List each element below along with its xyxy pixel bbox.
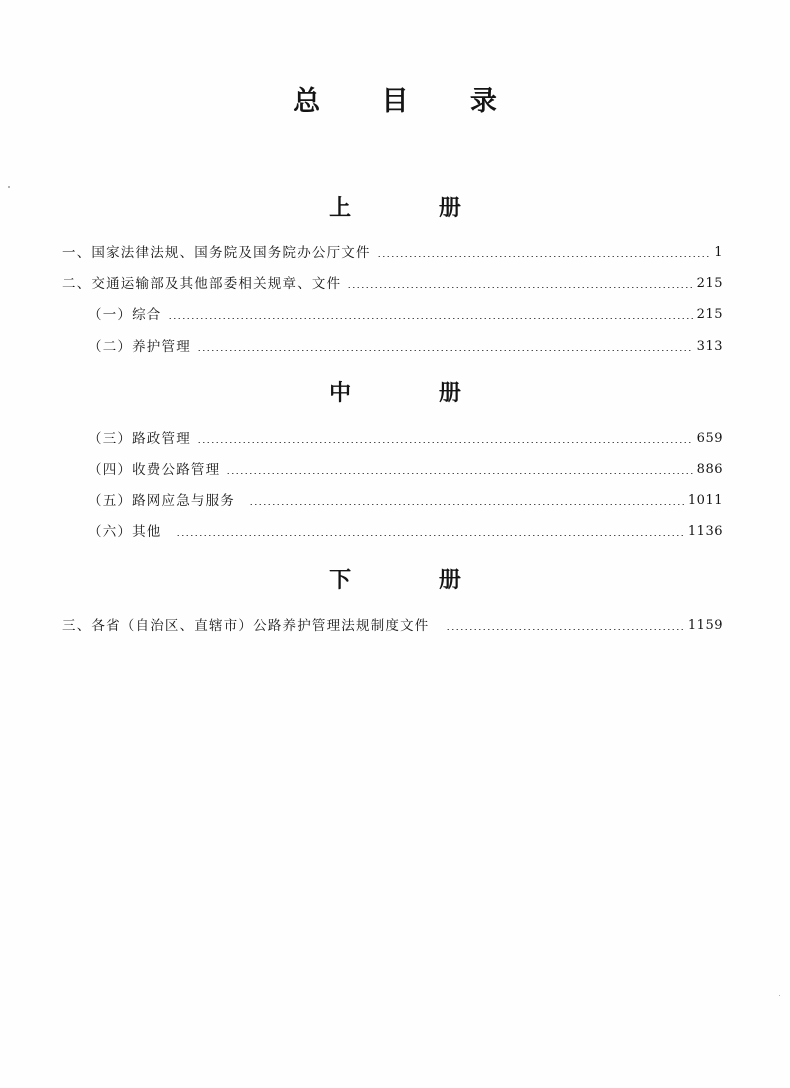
dot-leader — [197, 336, 693, 358]
toc-entry-page: 1136 — [687, 524, 723, 539]
toc-entry-label: （四）收费公路管理 — [88, 462, 221, 478]
toc-entry-page: 1011 — [687, 493, 723, 508]
toc-entry-label: （一）综合 — [88, 307, 162, 323]
scan-speck — [779, 995, 780, 996]
volume-heading-2: 中 册 — [329, 381, 501, 406]
toc-entry-label: （五）路网应急与服务 — [88, 493, 235, 509]
toc-entry-label: 三、各省（自治区、直辖市）公路养护管理法规制度文件 — [62, 618, 430, 634]
toc-entry-page: 659 — [696, 431, 723, 446]
volume-heading-3: 下 册 — [329, 568, 501, 593]
toc-entry[interactable] — [88, 304, 723, 326]
toc-entry-page: 215 — [696, 276, 723, 291]
volume-heading-1: 上 册 — [329, 196, 501, 221]
dot-leader — [249, 490, 684, 512]
dot-leader — [446, 615, 684, 637]
toc-entry-page: 313 — [696, 339, 723, 354]
toc-entry-label: （二）养护管理 — [88, 339, 191, 355]
toc-entry[interactable] — [88, 521, 723, 543]
toc-entry-label: （三）路政管理 — [88, 431, 191, 447]
dot-leader — [197, 428, 693, 450]
toc-entry-label: 一、国家法律法规、国务院及国务院办公厅文件 — [62, 245, 371, 261]
scan-speck — [8, 186, 10, 188]
dot-leader — [176, 521, 684, 543]
toc-entry[interactable] — [88, 490, 723, 512]
toc-entry[interactable] — [62, 273, 723, 295]
toc-entry-label: 二、交通运输部及其他部委相关规章、文件 — [62, 276, 342, 292]
toc-entry-page: 1 — [714, 245, 723, 260]
toc-entry[interactable] — [88, 428, 723, 450]
dot-leader — [377, 242, 711, 264]
toc-entry-label: （六）其他 — [88, 524, 162, 540]
page-title: 总 目 录 — [293, 86, 523, 117]
toc-entry-page: 215 — [696, 307, 723, 322]
dot-leader — [168, 304, 693, 326]
dot-leader — [347, 273, 692, 295]
toc-entry[interactable] — [88, 459, 723, 481]
toc-entry[interactable] — [62, 242, 723, 264]
toc-entry-page: 886 — [696, 462, 723, 477]
toc-entry[interactable] — [88, 336, 723, 358]
dot-leader — [226, 459, 692, 481]
toc-entry-page: 1159 — [687, 618, 723, 633]
toc-entry[interactable] — [62, 615, 723, 637]
